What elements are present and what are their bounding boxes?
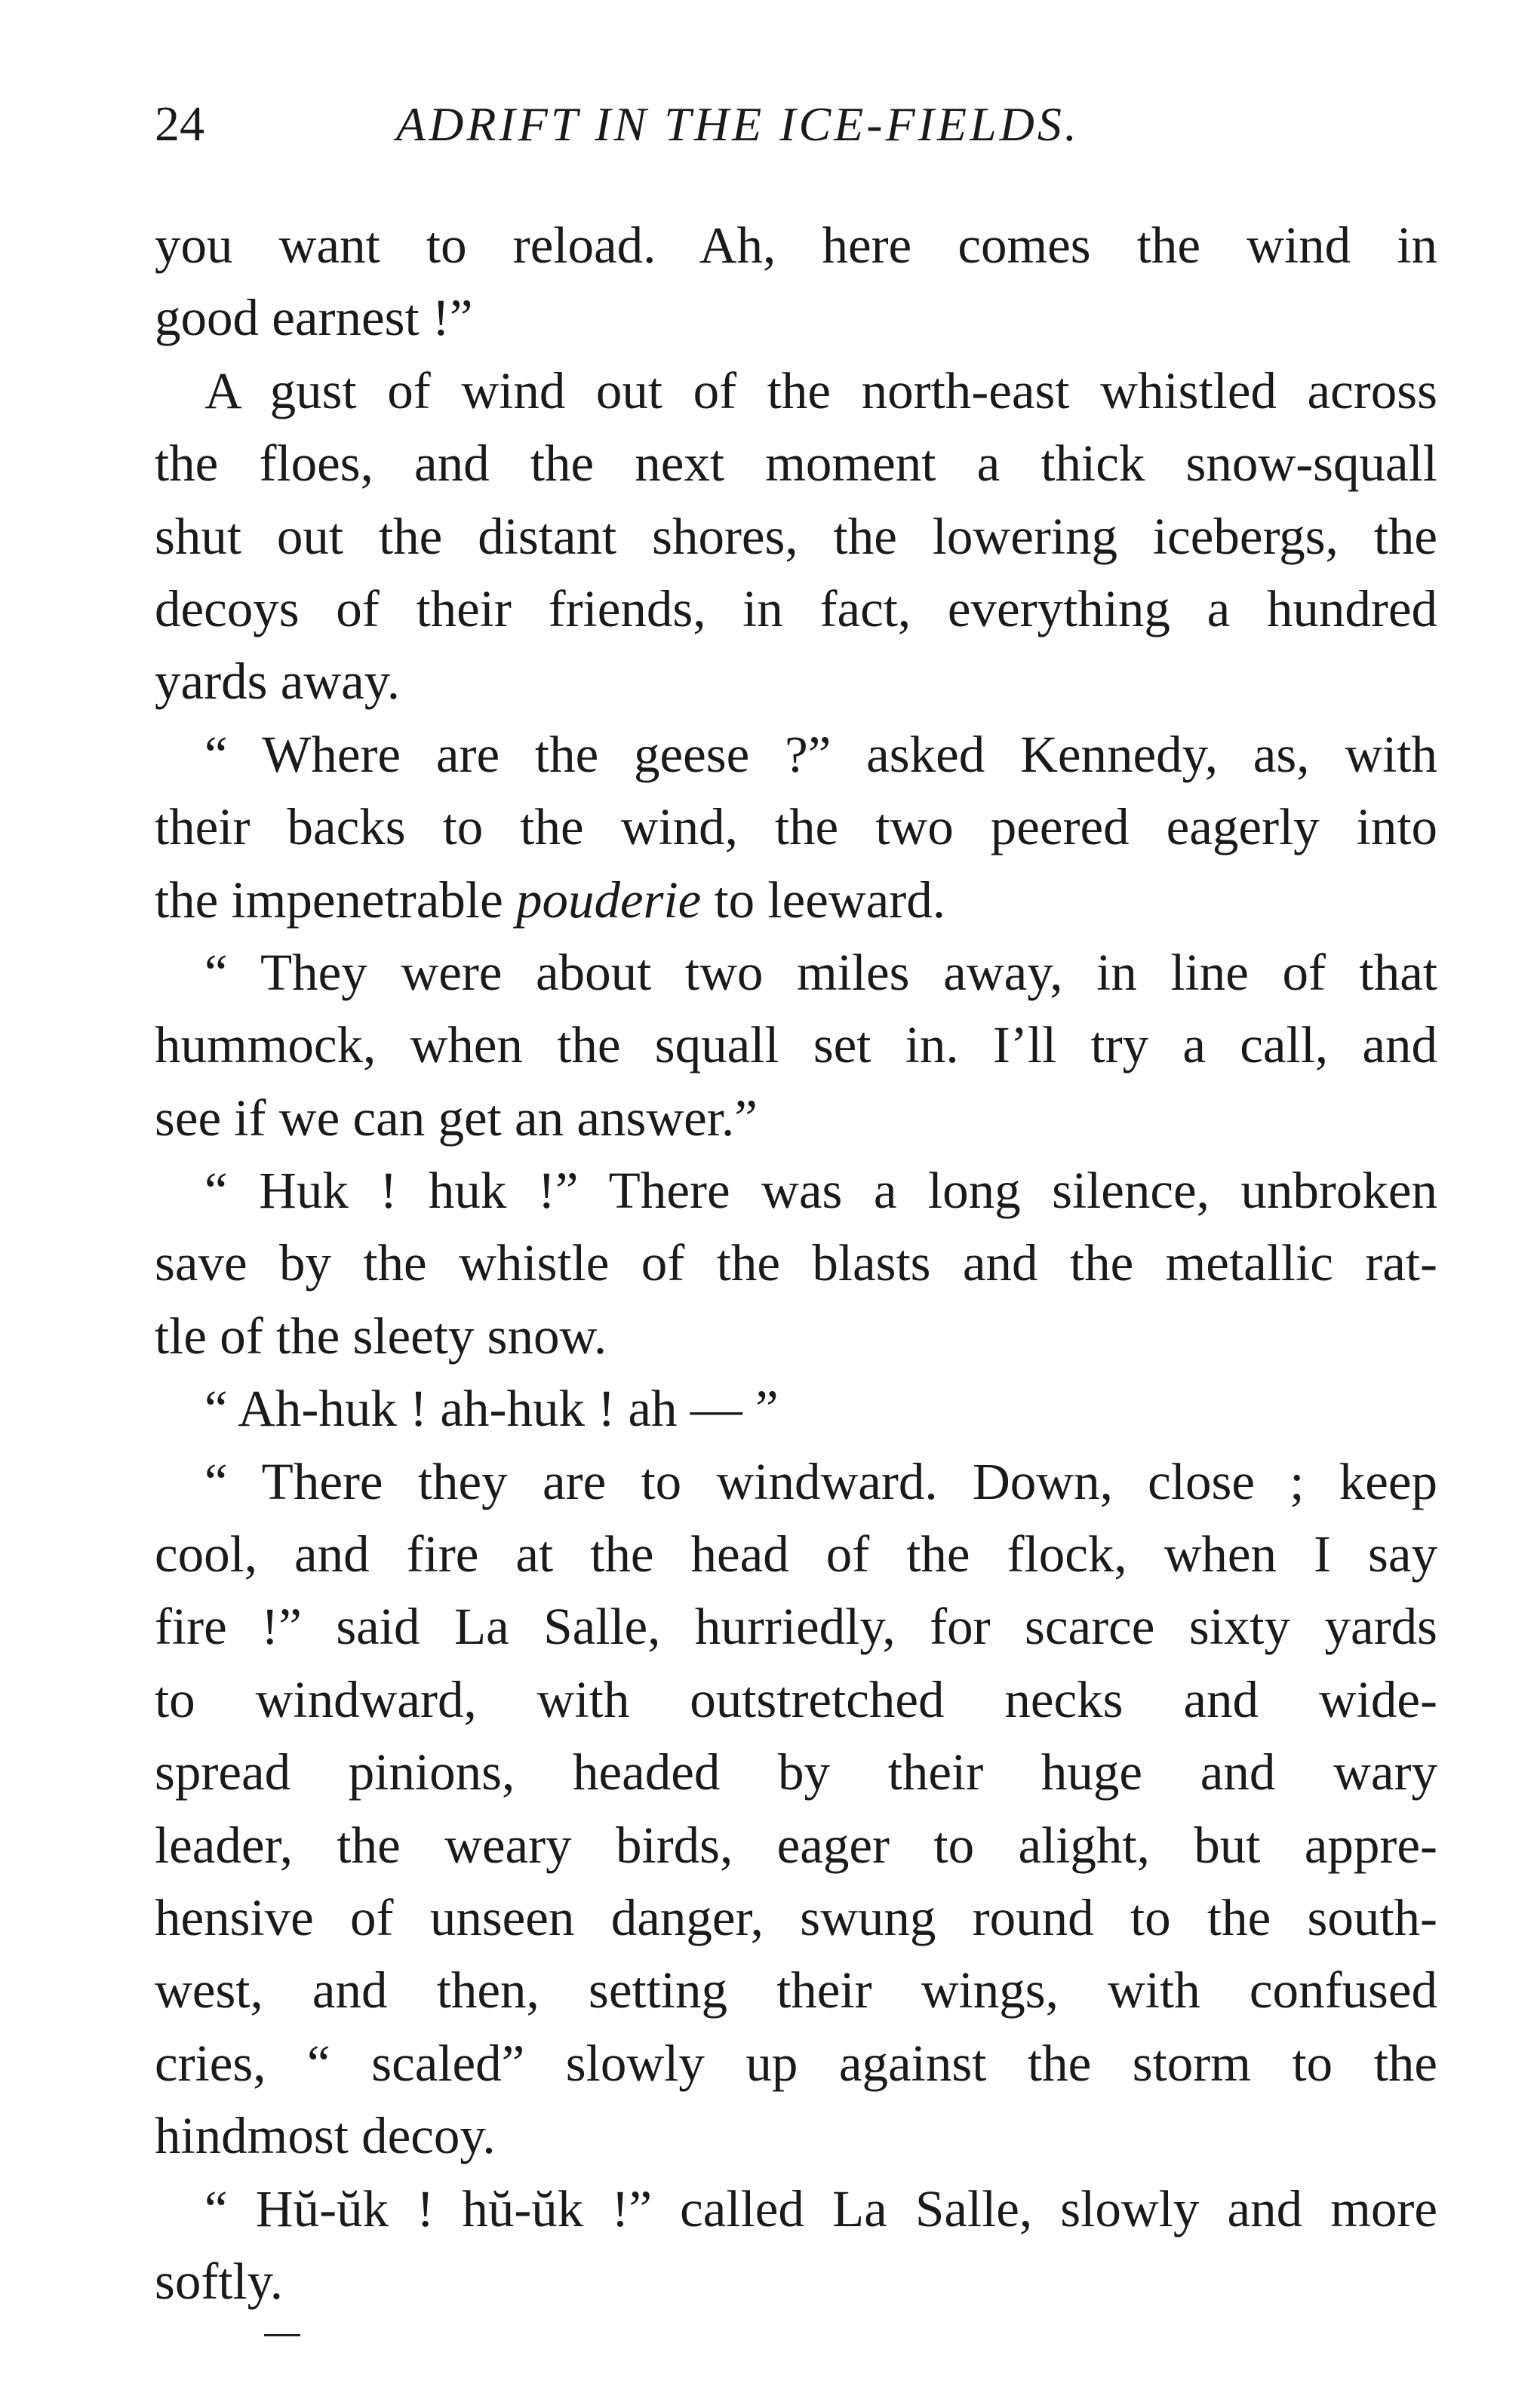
text-line: spread pinions, headed by their huge and wary [155,1743,1437,1801]
text-line: cries, “ scaled” slowly up against the storm to the [155,2034,1437,2092]
text-line: shut out the distant shores, the lowering icebergs, the [155,507,1437,565]
text-line: their backs to the wind, the two peered eagerly into [155,798,1437,856]
text-line: you want to reload. Ah, here comes the wind in [155,217,1437,274]
text-line: hensive of unseen danger, swung round to the south- [155,1888,1437,1946]
text-line [155,864,1437,936]
text-line: tle of the sleety snow. [155,1307,607,1365]
text-line: softly. [155,2252,283,2310]
text-line: yards away. [155,653,401,711]
text-line: to windward, with outstretched necks and wide- [155,1670,1437,1728]
text-line: leader, the weary birds, eager to alight, but appre- [155,1816,1437,1874]
body-text [155,209,1437,2317]
text-line: fire !” said La Salle, hurriedly, for scarce sixty yards [155,1598,1437,1656]
text-line: cool, and fire at the head of the flock, when I say [155,1525,1437,1583]
text-line: hummock, when the squall set in. I’ll try a call, and [155,1016,1437,1074]
line-text: the impenetrable [155,871,516,929]
text-line: “ There they are to windward. Down, close ; keep [204,1452,1437,1510]
text-line: see if we can get an answer.” [155,1089,758,1147]
text-line: good earnest !” [155,289,473,347]
text-line: “ Ah-huk ! ah-huk ! ah — ” [204,1380,779,1438]
text-line: “ Hŭ-ŭk ! hŭ-ŭk !” called La Salle, slowly and more [204,2179,1437,2238]
text-line: decoys of their friends, in fact, everything a hundred [155,579,1437,637]
text-line: “ They were about two miles away, in line of that [204,943,1437,1001]
line-text: to leeward. [701,871,946,929]
text-line: the floes, and the next moment a thick snow-squall [155,435,1437,493]
page-number: 24 [155,97,204,152]
text-line: “ Huk ! huk !” There was a long silence, unbroken [204,1162,1437,1220]
book-page [155,87,1437,2317]
footer-rule [264,2334,300,2336]
text-line: west, and then, setting their wings, with confused [155,1961,1437,2019]
running-title: ADRIFT IN THE ICE-FIELDS. [396,97,1080,151]
running-head [155,87,1437,162]
text-line: hindmost decoy. [155,2107,496,2165]
italic-term: pouderie [515,871,702,929]
text-line: save by the whistle of the blasts and the metallic rat- [155,1234,1437,1292]
text-line: A gust of wind out of the north-east whistled across [204,361,1437,419]
text-line: “ Where are the geese ?” asked Kennedy, as, with [204,725,1437,783]
